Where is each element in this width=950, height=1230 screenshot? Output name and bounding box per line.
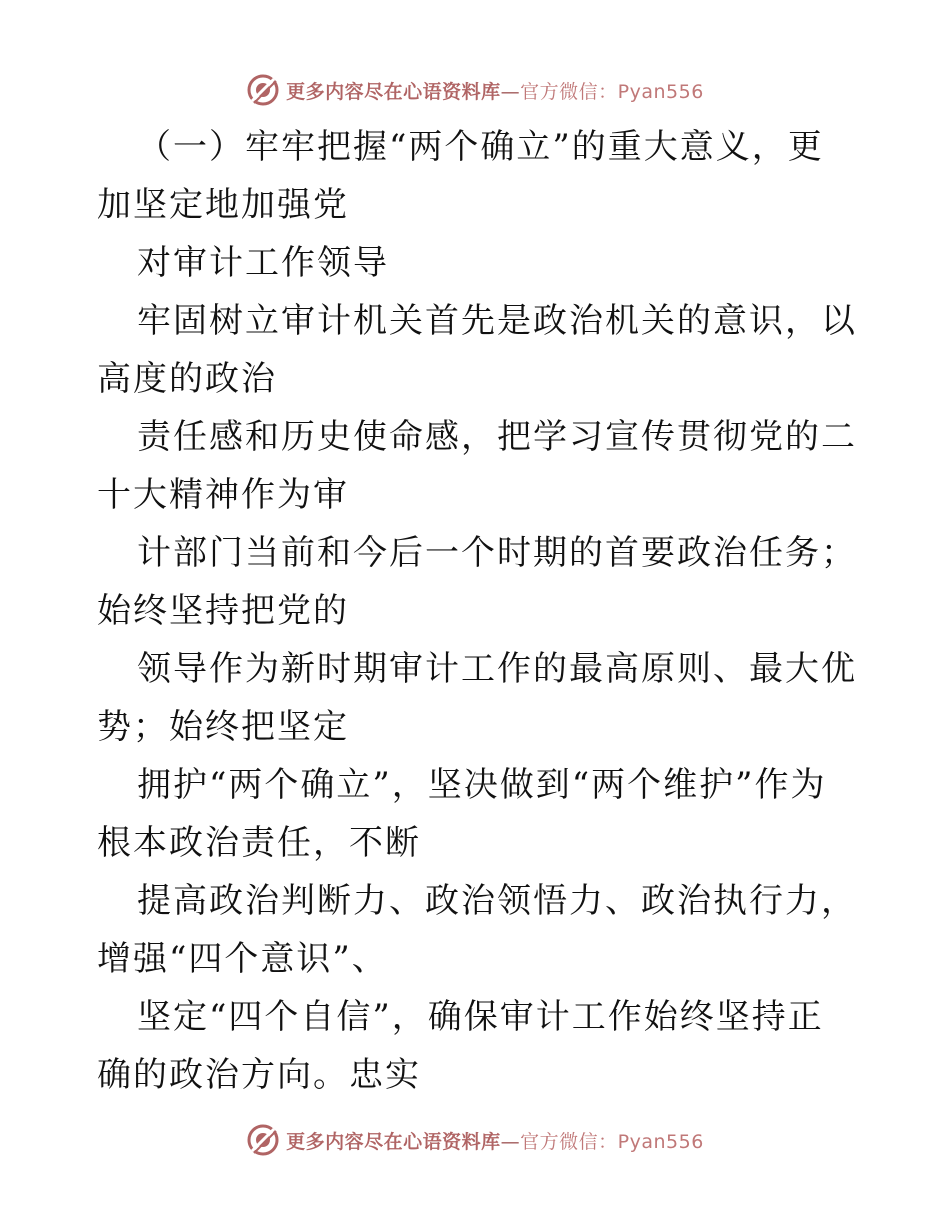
paragraph: 牢固树立审计机关首先是政治机关的意识，以高度的政治: [97, 301, 857, 399]
brand-logo-icon: [246, 1123, 280, 1157]
paragraph: 计部门当前和今后一个时期的首要政治任务；始终坚持把党的: [97, 533, 857, 631]
watermark-text: 更多内容尽在心语资料库—官方微信：Pyan556: [286, 80, 704, 103]
paragraph: （一）牢牢把握“两个确立”的重大意义，更加坚定地加强党: [97, 127, 824, 225]
paragraph: 坚定“四个自信”，确保审计工作始终坚持正确的政治方向。忠实: [97, 997, 824, 1095]
paragraph: 责任感和历史使命感，把学习宣传贯彻党的二十大精神作为审: [97, 417, 857, 515]
watermark-text: 更多内容尽在心语资料库—官方微信：Pyan556: [286, 1130, 704, 1153]
header-watermark: [0, 70, 950, 110]
document-body: [97, 118, 857, 1104]
paragraph: 提高政治判断力、政治领悟力、政治执行力，增强“四个意识”、: [97, 881, 857, 979]
footer-watermark: [0, 1120, 950, 1160]
paragraph: 对审计工作领导: [137, 243, 389, 283]
brand-logo-icon: [246, 73, 280, 107]
paragraph: 领导作为新时期审计工作的最高原则、最大优势；始终把坚定: [97, 649, 857, 747]
paragraph: 拥护“两个确立”，坚决做到“两个维护”作为根本政治责任，不断: [97, 765, 827, 863]
